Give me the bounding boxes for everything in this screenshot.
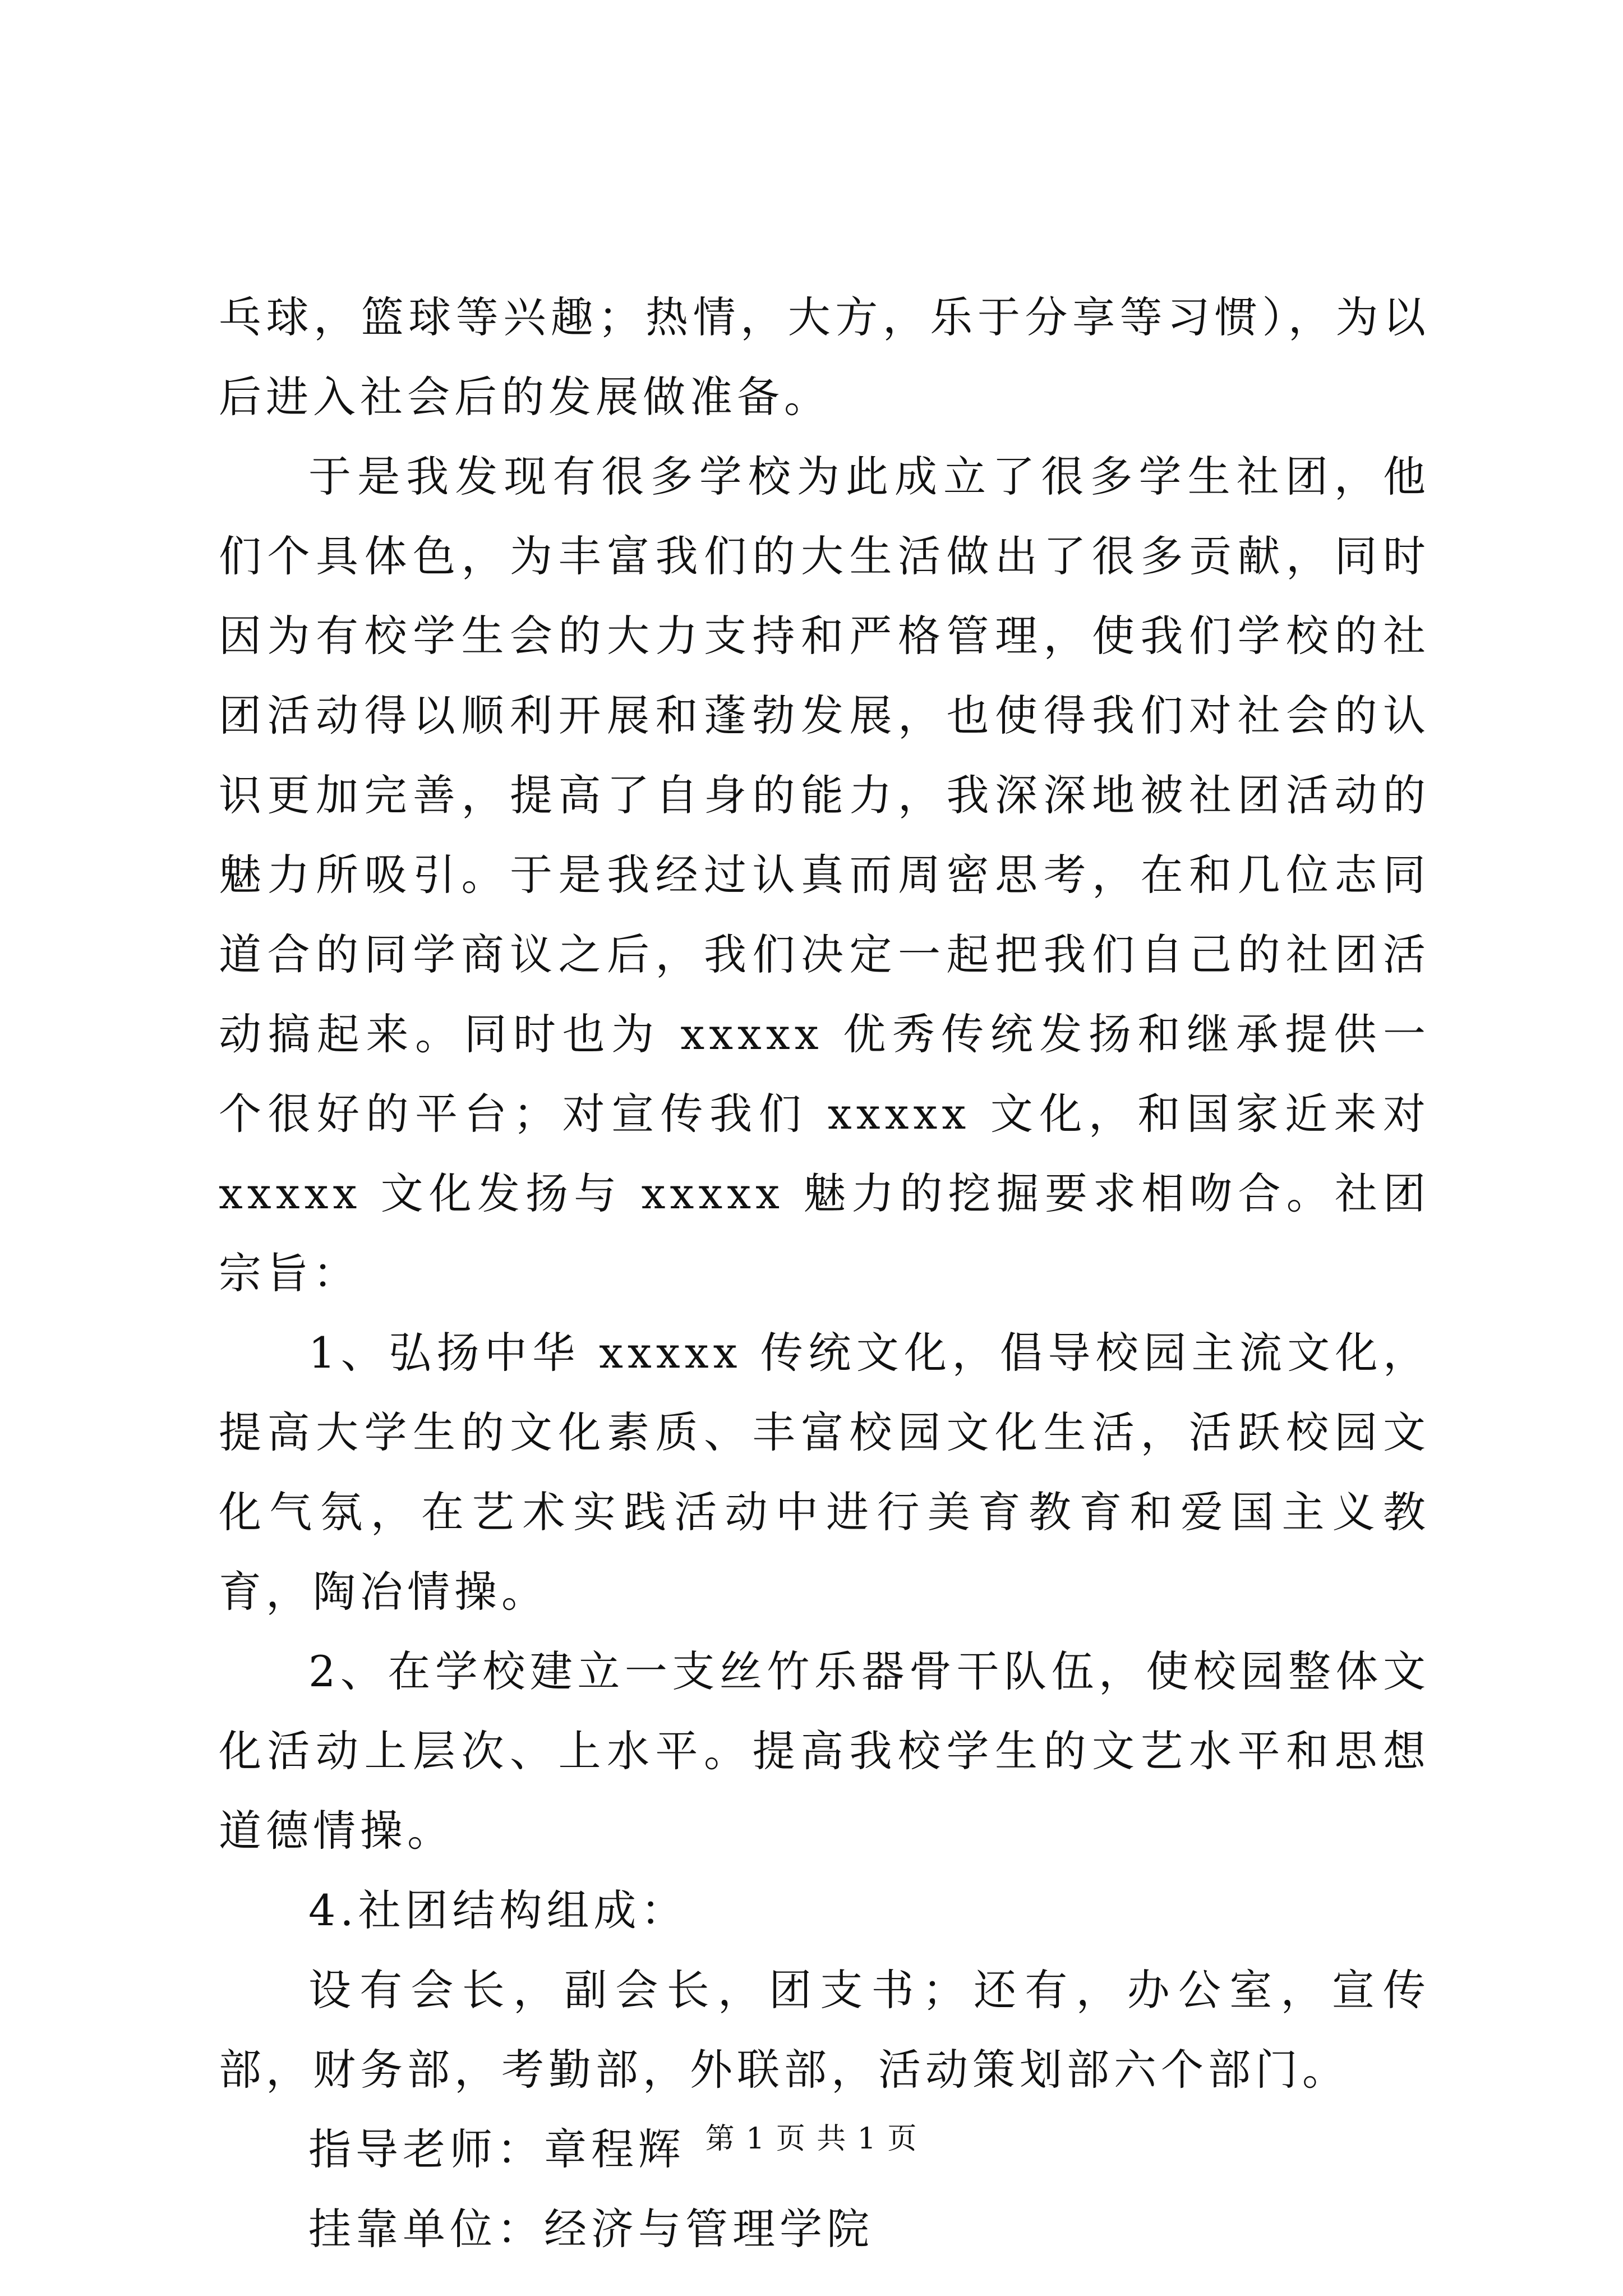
paragraph-advisor: 指导老师：章程辉 — [308, 2124, 685, 2174]
paragraph-student-clubs: 于是我发现有很多学校为此成立了很多学生社团，他们个具体色，为丰富我们的大生活做出了很多贡献，同时因为有校学生会的大力支持和严格管理，使我们学校的社团活动得以顺利开展和蓬勃发展，也使得我们对社会的认识更加完善，提高了自身的能力，我深深地被社团活动的魅力所吸引。于是我经过认真而周密思考，在和几位志同道合的同学商议之后，我们决定一起把我们自己的社团活动搞起来。同时也为 xxxxx 优秀传统发扬和继承提供一个很好的平台；对宣传我们 xxxxx 文化，和国家近来对 xxxxx 文化发扬与 xxxxx 魅力的挖掘要求相吻合。社团宗旨： — [219, 452, 1430, 1298]
paragraph-affiliation: 挂靠单位：经济与管理学院 — [308, 2204, 874, 2254]
page-number-footer: 第 1 页 共 1 页 — [705, 2122, 918, 2156]
document-body — [219, 278, 1430, 2269]
paragraph-aim-1: 1、弘扬中华 xxxxx 传统文化，倡导校园主流文化，提高大学生的文化素质、丰富校园文化生活，活跃校园文化气氛，在艺术实践活动中进行美育教育和爱国主义教育，陶冶情操。 — [219, 1328, 1430, 1617]
paragraph-continuation: 乓球，篮球等兴趣；热情，大方，乐于分享等习惯），为以后进入社会后的发展做准备。 — [219, 292, 1430, 422]
paragraph-aim-2: 2、在学校建立一支丝竹乐器骨干队伍，使校园整体文化活动上层次、上水平。提高我校学生的文艺水平和思想道德情操。 — [219, 1646, 1430, 1856]
paragraph-structure: 设有会长，副会长，团支书；还有，办公室，宣传部，财务部，考勤部，外联部，活动策划部六个部门。 — [219, 1965, 1430, 2095]
paragraph-structure-heading: 4.社团结构组成： — [308, 1885, 688, 1935]
